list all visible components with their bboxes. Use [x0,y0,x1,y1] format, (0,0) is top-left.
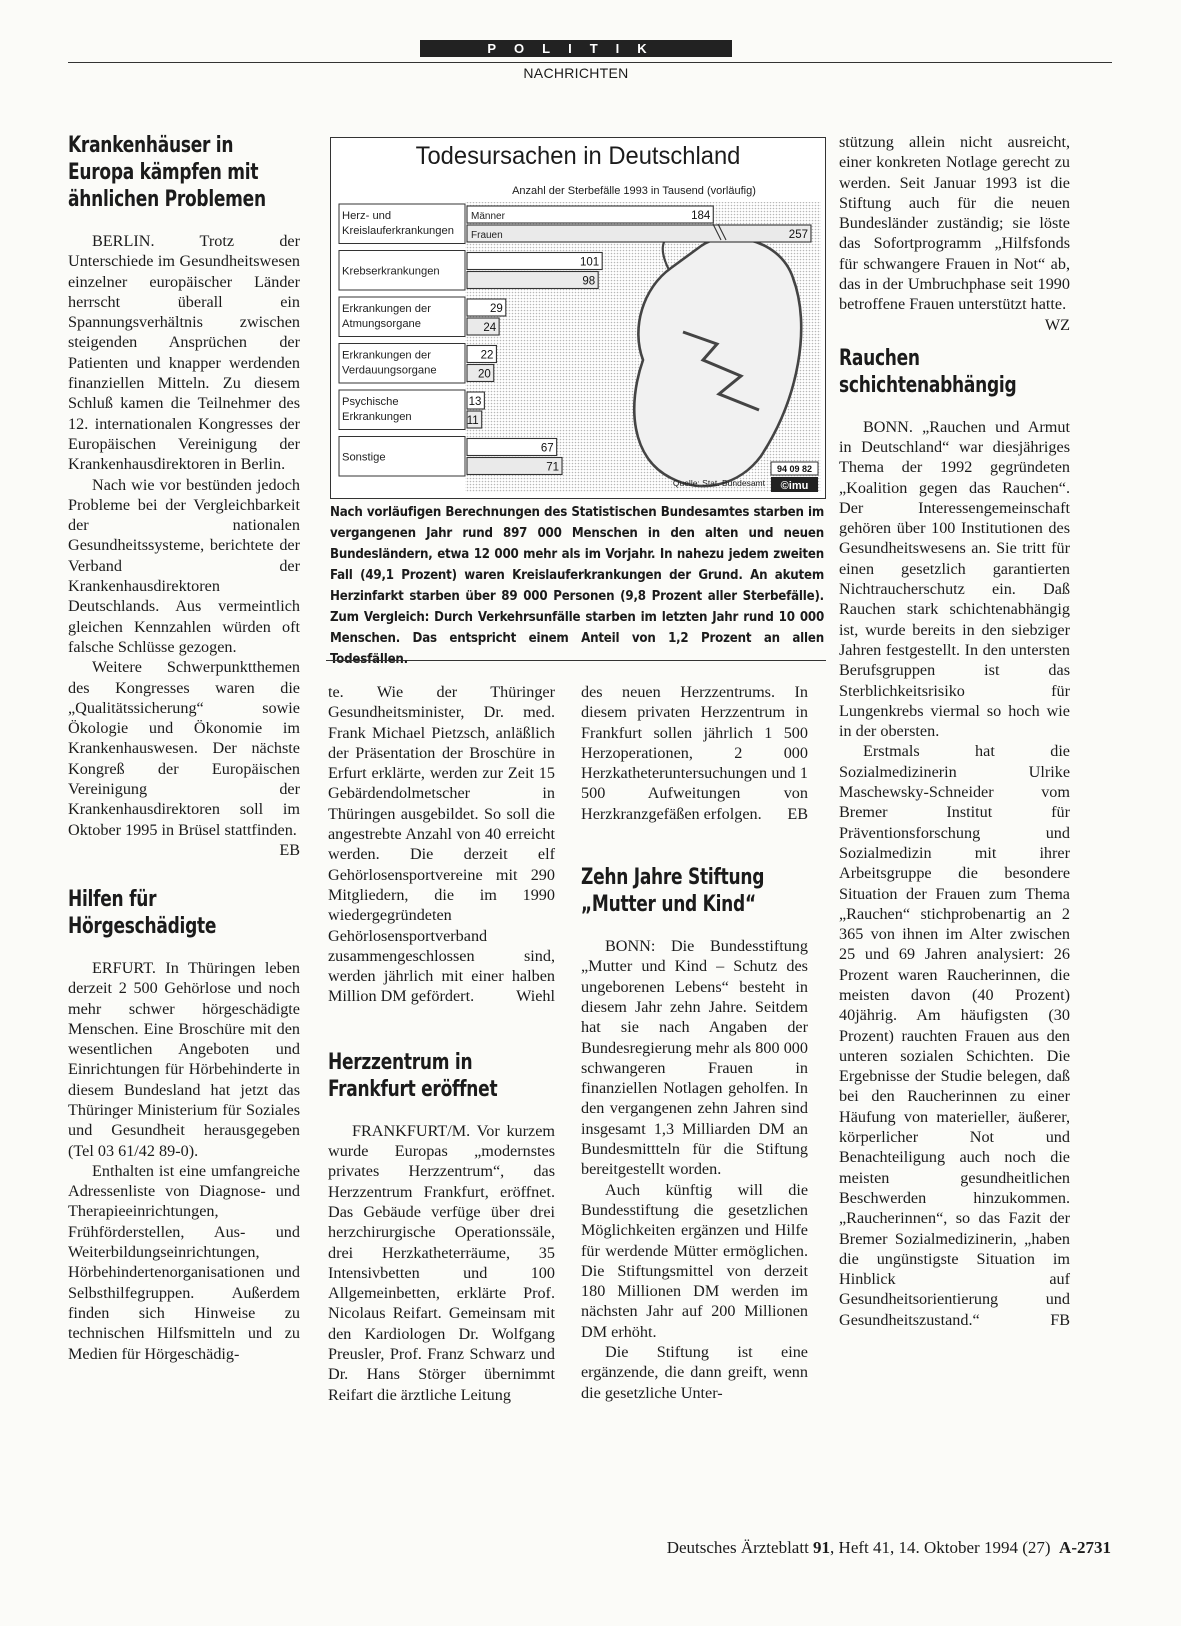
author-signature: Wiehl [516,987,555,1006]
chart-plot [331,138,825,498]
header-rule [68,62,1112,63]
bar-value-label: 67 [540,442,554,455]
column-3 [581,682,808,1403]
bar-value-label: 20 [477,368,491,381]
bar-value-label: 98 [582,275,596,288]
column-4 [839,132,1070,1330]
paragraph: BONN: Die Bundesstiftung „Mutter und Kind – Schutz des ungeborenen Lebens“ besteht in diesem Jahr zehn Jahre. Seitdem hat sie nach Angaben der Bundesregierung mehr als 800 000 schwangeren Frauen in finanziellen Notlagen geholfen. In den vergangenen zehn Jahren sind insgesamt 1,3 Milliarden DM an Bundesmittteln für die Stiftung bereitgestellt worden. [581,937,808,1179]
column-1 [68,132,300,1364]
paragraph [68,657,300,859]
bar-frauen [467,225,811,242]
series-label: Männer [471,211,505,222]
page-footer [667,1538,1111,1558]
category-label: Erkrankungen der Atmungsorgane [342,303,431,330]
bar-value-label: 184 [691,210,711,222]
page-number: A-2731 [1059,1538,1111,1557]
paragraph-text: Weitere Schwerpunktthemen des Kongresses waren die „Qualitätssicherung“ sowie Ökologie und Ökonomie im Krankenhauswesen. Der nächste Kongreß der Europäischen Vereinigung der Krankenhausdirektoren soll im Oktober 1995 in Brüsel stattfinden. [68,658,300,839]
chart-subtitle: Anzahl der Sterbefälle 1993 in Tausend (vorläufig) [512,185,756,197]
page-header [68,36,1112,88]
headline-herzzentrum: Herzzentrum in Frankfurt eröffnet [328,1049,498,1102]
author-signature: FB [1050,1310,1070,1329]
author-signature: WZ [1044,315,1070,334]
volume-number: 91 [813,1538,831,1557]
paragraph [581,682,808,824]
paragraph: Nach wie vor bestünden jedoch Probleme bei der Vergleichbarkeit der nationalen Gesundheitssysteme, berichtete der Verband der Krankenhausdirektoren Deutschlands. Aus vermeintlich gleichen Kennzahlen würden oft falsche Schlüsse gezogen. [68,475,300,656]
paragraph: Die Stiftung ist eine ergänzende, die dann greift, wenn die gesetzliche Unter- [581,1343,808,1402]
paragraph [839,132,1070,334]
paragraph: BONN. „Rauchen und Armut in Deutschland“ war diesjähriges Thema der 1992 gegründeten „Koalition gegen das Rauchen“. Der Interessengemeinschaft gehören über 100 Institutionen des Gesundheitswesens an. Sie tritt für einen gesetzlich garantierten Nichtraucherschutz ein. Daß Rauchen stark schichtenabhängig ist, wurde bereits in den siebziger Jahren festgestellt. In den untersten Berufsgruppen ist das Sterblichkeitsrisiko für Lungenkrebs viermal so hoch wie in der obersten. [839,417,1070,741]
paragraph-text: des neuen Herzzentrums. In diesem privaten Herzzentrum in Frankfurt sollen jährlich 1 500 Herzoperationen, 2 000 Herzkatheteruntersuchungen und 1 500 Aufweitungen von Herzkranzgefäßen erfolgen. [581,683,808,823]
series-label: Frauen [471,230,503,241]
paragraph [328,682,555,1007]
chart-code: 94 09 82 [776,464,813,474]
paragraph: ERFURT. In Thüringen leben derzeit 2 500 Gehörlose und noch mehr schwer hörgeschädigte Menschen. Eine Broschüre mit den wesentlichen Angeboten und Einrichtungen für Hörbehinderte in diesem Bundesland hat jetzt das Thüringer Ministerium für Soziales und Gesundheit herausgegeben (Tel 03 61/42 89-0). [68,958,300,1160]
bar-value-label: 71 [546,461,560,474]
divider-rule [326,660,826,661]
bar-value-label: 22 [480,349,494,362]
paragraph-text: te. Wie der Thüringer Gesundheitsminister, Dr. med. Frank Michael Pietzsch, anläßlich der Präsentation der Broschüre in Erfurt erklärte, werden zur Zeit 15 Gebärdendolmetscher in Thüringen ausgebildet. So soll die angestrebte Anzahl von 40 erreicht werden. Die derzeit elf Gehörlosensportvereine mit 290 Mitgliedern, die im 1990 wiedergegründeten Gehörlosensportverband zusammengeschlossen sind, werden jährlich mit einer halben Million DM gefördert. [328,683,555,1006]
issue-info: , Heft 41, 14. Oktober 1994 (27) [830,1538,1051,1557]
category-label: Herz- und Kreislauferkrankungen [342,210,454,237]
journal-name: Deutsches Ärzteblatt [666,1538,809,1557]
section-label: POLITIK [420,40,732,57]
column-2 [328,682,555,1405]
headline-krankenhaeuser: Krankenhäuser in Europa kämpfen mit ähnlichen Problemen [68,133,266,212]
paragraph: BERLIN. Trotz der Unterschiede im Gesundheitswesen einzelner europäischer Länder herrscht überall ein Spannungsverhältnis zwischen steigenden Ansprüchen der Patienten und knapper werdenden finanziellen Mitteln. Zu diesem Schluß kamen die Teilnehmer des 12. internationalen Kongresses der Europäischen Vereinigung der Krankenhausdirektoren in Berlin. [68,232,300,474]
bar-value-label: 13 [468,396,482,408]
author-signature: EB [787,804,808,823]
bar-value-label: 29 [490,303,503,315]
bar-value-label: 11 [466,415,479,427]
headline-stiftung: Zehn Jahre Stiftung „Mutter und Kind“ [581,865,765,918]
headline-hilfen: Hilfen für Hörgeschädigte [68,886,217,939]
chart-source: Quelle: Stat. Bundesamt [672,478,765,488]
headline-rauchen: Rauchen schichtenabhängig [839,345,1017,398]
chart-title: Todesursachen in Deutschland [415,142,741,170]
paragraph: FRANKFURT/M. Vor kurzem wurde Europas „modernstes privates Herzzentrum“, das Herzzentrum Frankfurt, eröffnet. Das Gebäude verfüge über drei herzchirurgische Operationssäle, drei Herzkatheterräume, 35 Intensivbetten und 100 Allgemeinbetten, erklärte Prof. Nicolaus Reifart. Gemeinsam mit den Kardiologen Dr. Wolfgang Preusler, Prof. Franz Schwarz und Dr. Hans Störger übernimmt Reifart die ärztliche Leitung [328,1121,555,1404]
category-label: Sonstige [342,451,386,464]
paragraph-text: stützung allein nicht ausreicht, einer konkreten Notlage gerecht zu werden. Seit Januar 1993 ist die Stiftung auch für die neuen Bundesländer zuständig; sie löste das Sofortprogramm „Hilfsfonds für schwangere Frauen in Not“ ab, das in der Umbruchphase seit 1990 betroffene Frauen unterstützt hatte. [839,133,1070,314]
bar-value-label: 24 [483,322,497,334]
category-label: Psychische Erkrankungen [342,396,412,423]
paragraph: Enthalten ist eine umfangreiche Adressenliste von Diagnose- und Therapieeinrichtungen, Frühförderstellen, Aus- und Weiterbildungseinrichtungen, Hörbehindertenorganisationen und Selbsthilfegruppen. Außerdem finden sich Hinweise zu technischen Hilfsmitteln und zu Medien für Hörgeschädig- [68,1161,300,1363]
bar-value-label: 101 [579,256,600,269]
paragraph-text: Erstmals hat die Sozialmedizinerin Ulrike Maschewsky-Schneider vom Bremer Institut für Präventionsforschung und Sozialmedizin mit ihrer Arbeitsgruppe die besondere Situation der Frauen zum Thema „Rauchen“ stichprobenartig an 2 365 von ihnen im Alter zwischen 25 und 69 Jahren analysiert: 26 Prozent waren Raucherinnen, die meisten davon (40 Prozent) 40jährig. Am häufigsten (30 Prozent) rauchten Frauen aus den unteren sozialen Schichten. Die Ergebnisse der Studie belegen, daß bei den Raucherinnen zu einer Häufung von materieller, äußerer, körperlicher Not und Benachteiligung auch noch die meisten gesundheitlichen Beschwerden hinzukommen. „Raucherinnen“, so das Fazit der Bremer Sozialmedizinerin, „haben die ungünstigste Situation im Hinblick auf Gesundheitsorientierung und Gesundheitszustand.“ [839,742,1070,1329]
chart-caption: Nach vorläufigen Berechnungen des Statistischen Bundesamtes starben im vergangenen Jahr rund 897 000 Menschen in den alten und neuen Bundesländern, etwa 12 000 mehr als im Vorjahr. In nahezu jedem zweiten Fall (49,1 Prozent) waren Kreislauferkrankungen der Grund. An akutem Herzinfarkt starben über 89 000 Personen (9,8 Prozent aller Sterbefälle). Zum Vergleich: Durch Verkehrsunfälle starben im letzten Jahr rund 10 000 Menschen. Das entspricht einem Anteil von 1,2 Prozent an allen Todesfällen. [330,505,824,667]
category-label: Erkrankungen der Verdauungsorgane [342,349,437,377]
subsection-label: NACHRICHTEN [523,65,629,81]
paragraph: Auch künftig will die Bundesstiftung die gesetzlichen Möglichkeiten ergänzen und Hilfe für werdende Mütter ermöglichen. Die Stiftungsmittel von derzeit 180 Millionen DM werden im nächsten Jahr auf 200 Millionen DM erhöht. [581,1180,808,1341]
chart-logo: ©imu [780,480,809,492]
death-causes-chart [330,137,826,499]
bar-frauen [467,272,598,289]
author-signature: EB [279,840,300,859]
category-label: Krebserkrankungen [342,265,440,278]
paragraph [839,741,1070,1330]
bar-value-label: 257 [788,229,808,241]
